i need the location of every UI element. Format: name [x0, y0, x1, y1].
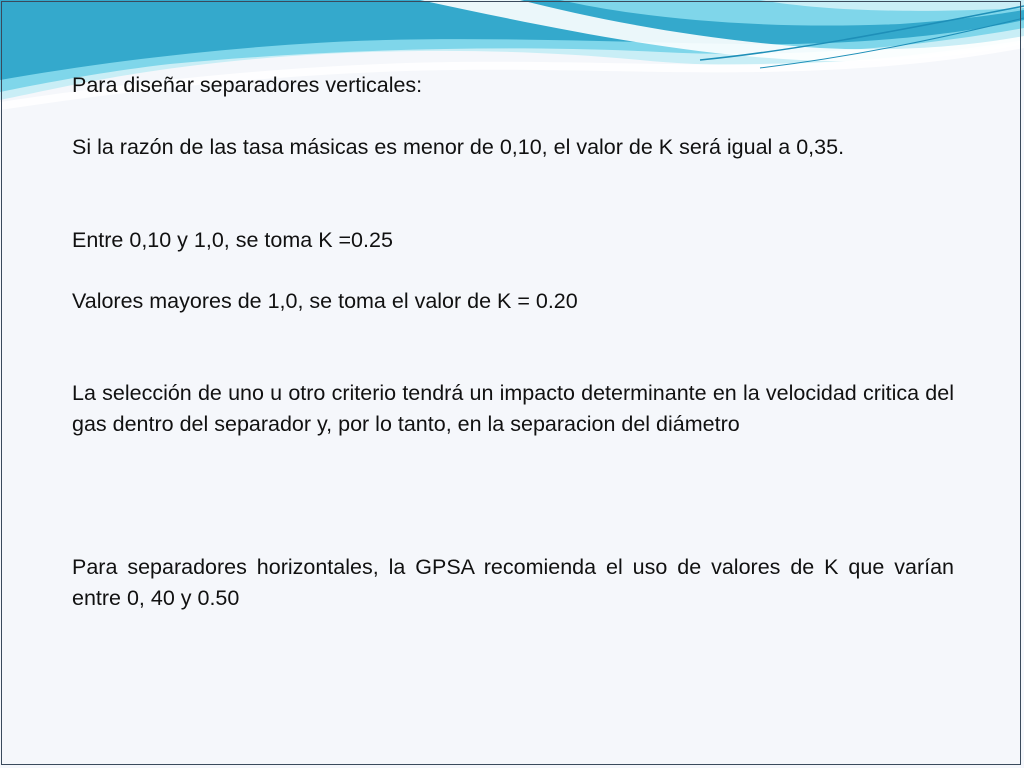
paragraph-vertical-heading: Para diseñar separadores verticales: [72, 73, 423, 97]
paragraph-ratio-above-10: Valores mayores de 1,0, se toma el valor de K = 0.20 [72, 289, 578, 313]
paragraph-horizontal-separators: Para separadores horizontales, la GPSA recomienda el uso de valores de K que varían entre 0, 40 y 0.50 [72, 555, 954, 610]
paragraph-ratio-between: Entre 0,10 y 1,0, se toma K =0.25 [72, 228, 393, 252]
paragraph-ratio-below-010: Si la razón de las tasa másicas es menor de 0,10, el valor de K será igual a 0,35. [72, 135, 845, 159]
paragraph-criterion-impact: La selección de uno u otro criterio tendrá un impacto determinante en la velocidad critica del gas dentro del separador y, por lo tanto, en la separacion del diámetro [72, 381, 954, 436]
